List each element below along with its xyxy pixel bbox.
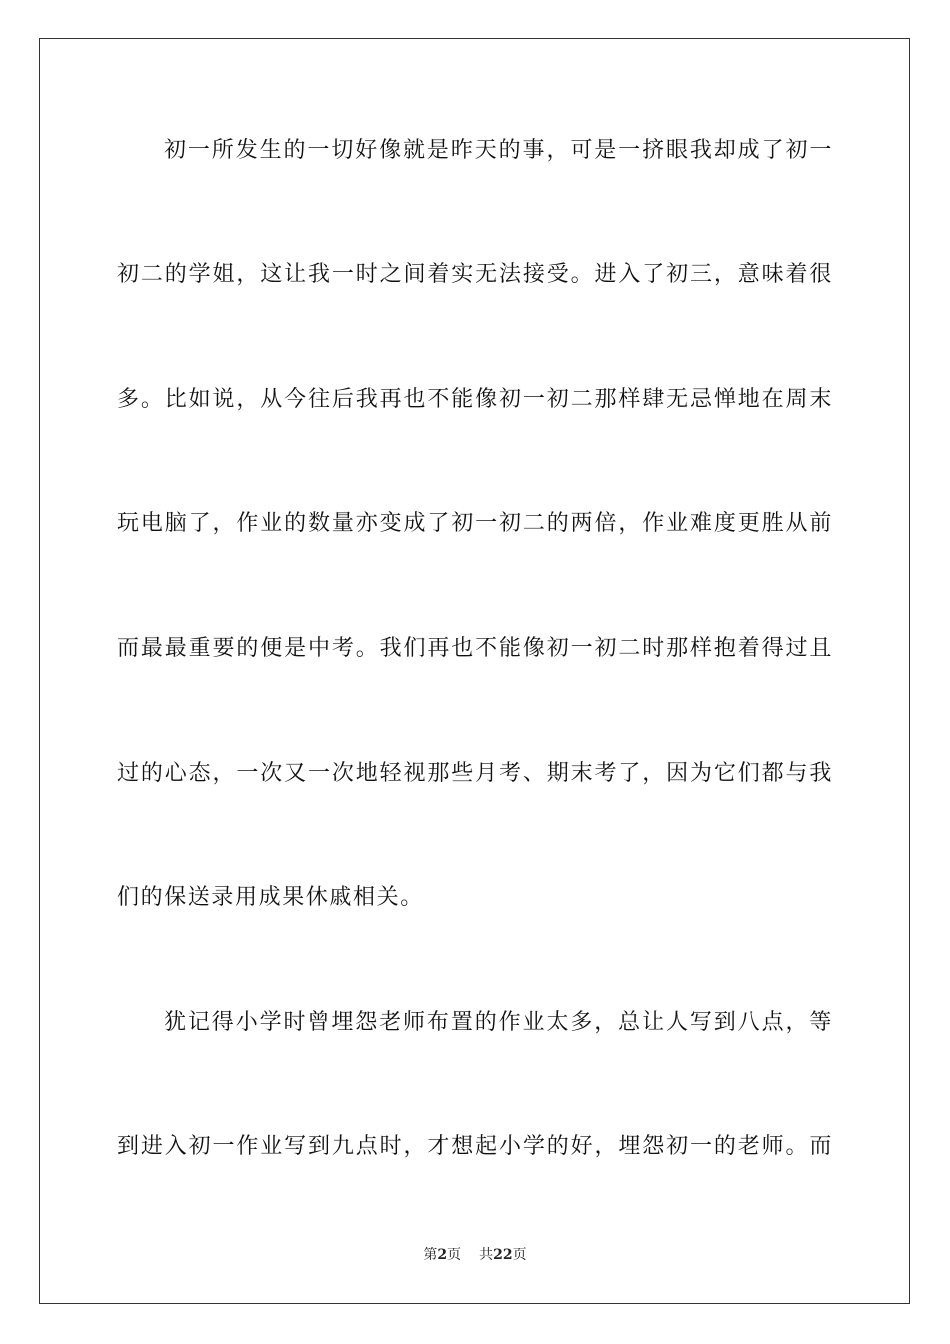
paragraph-1-line-7: 们的保送录用成果休戚相关。 (117, 885, 424, 910)
page-footer (0, 1245, 950, 1265)
page-total: 共22页 (479, 1247, 527, 1263)
paragraph-1-line-4: 玩电脑了，作业的数量亦变成了初一初二的两倍，作业难度更胜从前 (117, 511, 833, 536)
paragraph-1-line-2: 初二的学姐，这让我一时之间着实无法接受。进入了初三，意味着很 (117, 262, 833, 287)
paragraph-2-line-2: 到进入初一作业写到九点时，才想起小学的好，埋怨初一的老师。而 (117, 1134, 833, 1159)
paragraph-1-line-1: 初一所发生的一切好像就是昨天的事，可是一挤眼我却成了初一 (164, 138, 833, 163)
paragraph-1-line-3: 多。比如说，从今往后我再也不能像初一初二那样肆无忌惮地在周末 (117, 387, 833, 412)
paragraph-1-line-6: 过的心态，一次又一次地轻视那些月考、期末考了，因为它们都与我 (117, 761, 833, 786)
paragraph-2-line-1: 犹记得小学时曾埋怨老师布置的作业太多，总让人写到八点，等 (164, 1010, 833, 1035)
page-border (39, 38, 910, 1304)
paragraph-1-line-5: 而最最重要的便是中考。我们再也不能像初一初二时那样抱着得过且 (117, 636, 833, 661)
page-number: 第2页 (423, 1247, 462, 1263)
